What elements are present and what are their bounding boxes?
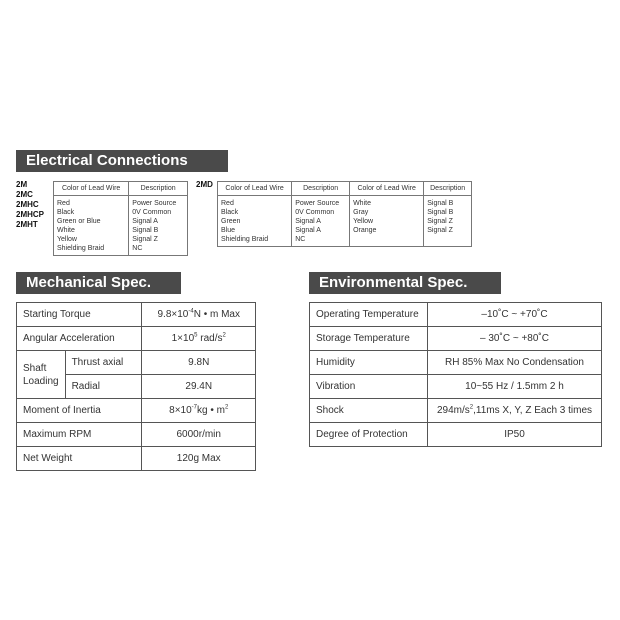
row-value: 29.4N xyxy=(142,375,256,399)
row-value: 6000r/min xyxy=(142,423,256,447)
row-value: $1\times 10^5$ rad/$s^2$ xyxy=(142,327,256,351)
row-sublabel: Radial xyxy=(65,375,142,399)
table-row xyxy=(17,327,256,351)
table-row xyxy=(17,447,256,471)
table-row xyxy=(17,351,256,375)
header-color: Color of Lead Wire xyxy=(218,182,292,196)
table-row: Green or Blue Signal A xyxy=(54,217,188,226)
row-label: Shock xyxy=(310,399,428,423)
model-label: 2MHCP xyxy=(16,210,45,219)
table-row xyxy=(310,327,602,351)
model-list-left xyxy=(16,180,44,230)
header-color: Color of Lead Wire xyxy=(54,182,129,196)
row-value: 10~55 Hz / 1.5mm 2 h xyxy=(428,375,602,399)
header-color: Color of Lead Wire xyxy=(350,182,424,196)
model-label: 2MHT xyxy=(16,220,38,229)
table-row: Blue Signal A Orange Signal Z xyxy=(218,226,472,235)
row-label: Starting Torque xyxy=(17,303,142,327)
row-label: Humidity xyxy=(310,351,428,375)
table-row: Yellow Signal Z xyxy=(54,235,188,244)
header-description: Description xyxy=(424,182,472,196)
model-list-right xyxy=(196,180,213,190)
row-label: Maximum RPM xyxy=(17,423,142,447)
mechanical-spec-table xyxy=(16,302,256,471)
row-label: Net Weight xyxy=(17,447,142,471)
header-description: Description xyxy=(292,182,350,196)
row-value: $294m/s^2,11ms$ X, Y, Z Each 3 times xyxy=(428,399,602,423)
row-label: Shaft Loading xyxy=(17,351,66,399)
table-row: White Signal B xyxy=(54,226,188,235)
model-label: 2MD xyxy=(196,180,213,189)
lead-wire-table-right xyxy=(217,181,472,247)
model-label: 2M xyxy=(16,180,28,189)
table-row: Shielding Braid NC xyxy=(218,235,472,247)
row-label: Operating Temperature xyxy=(310,303,428,327)
model-label: 2MC xyxy=(16,190,33,199)
row-value: $8\times 10^{-7}kg$ • $m^2$ xyxy=(142,399,256,423)
lead-wire-table-left xyxy=(53,181,188,256)
row-value: IP50 xyxy=(428,423,602,447)
row-value: 9.8N xyxy=(142,351,256,375)
table-row xyxy=(310,351,602,375)
table-row: Black 0V Common xyxy=(54,208,188,217)
row-value: RH 85% Max No Condensation xyxy=(428,351,602,375)
table-row xyxy=(310,423,602,447)
row-value: $9.8\times 10^{-4}N$ • m Max xyxy=(142,303,256,327)
table-row: Green Signal A Yellow Signal Z xyxy=(218,217,472,226)
table-row xyxy=(17,423,256,447)
table-row xyxy=(310,399,602,423)
row-value: – 30˚C ~ +80˚C xyxy=(428,327,602,351)
header-description: Description xyxy=(129,182,188,196)
table-row xyxy=(17,303,256,327)
environmental-spec-title: Environmental Spec. xyxy=(309,272,501,294)
row-value: 120g Max xyxy=(142,447,256,471)
environmental-spec-table xyxy=(309,302,602,447)
table-row: Red Power Source xyxy=(54,196,188,209)
row-label: Moment of Inertia xyxy=(17,399,142,423)
table-row: Shielding Braid NC xyxy=(54,244,188,256)
model-label: 2MHC xyxy=(16,200,39,209)
row-label: Angular Acceleration xyxy=(17,327,142,351)
row-label: Degree of Protection xyxy=(310,423,428,447)
row-label: Storage Temperature xyxy=(310,327,428,351)
row-value: –10˚C ~ +70˚C xyxy=(428,303,602,327)
table-row xyxy=(17,399,256,423)
table-row: Red Power Source White Signal B xyxy=(218,196,472,209)
table-row xyxy=(310,375,602,399)
electrical-connections-title: Electrical Connections xyxy=(16,150,228,172)
table-row xyxy=(310,303,602,327)
row-sublabel: Thrust axial xyxy=(65,351,142,375)
mechanical-spec-title: Mechanical Spec. xyxy=(16,272,181,294)
row-label: Vibration xyxy=(310,375,428,399)
table-row: Black 0V Common Gray Signal B xyxy=(218,208,472,217)
